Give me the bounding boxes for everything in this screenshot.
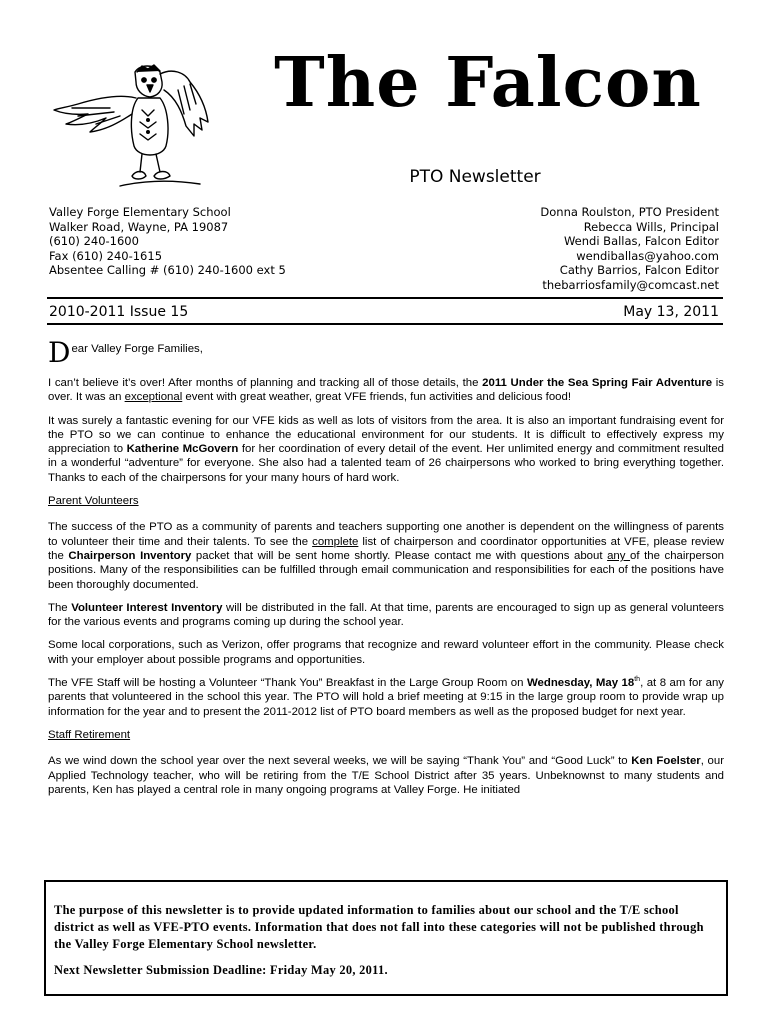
paragraph-retirement: As we wind down the school year over the next several weeks, we will be saying “Thank You” and “Good Luck” to Ken Foelster, our Applied Technology teacher, who will be retiring from the T/E School District after 35 years. Unbeknownst to many students and parents, Ken has played a central role in many ongoing programs at Valley Forge. He initiated — [48, 755, 724, 796]
issue-label: 2010-2011 Issue 15 — [49, 304, 189, 320]
editor-wendi: Wendi Ballas, Falcon Editor — [563, 234, 719, 249]
principal: Rebecca Wills, Principal — [583, 219, 719, 234]
newsletter-notice-box — [44, 880, 728, 996]
notice-purpose: The purpose of this newsletter is to provide updated information to families about our school and the T/E school district as well as VFE-PTO events. Information that does not fall into these categories will not be published through the Valley Forge Elementary School newsletter. — [54, 903, 704, 951]
paragraph-breakfast: The VFE Staff will be hosting a Volunteer “Thank You” Breakfast in the Large Group Room on Wednesday, May 18th, at 8 am for any parents that volunteered in the school this year. The PTO will hold a brief meeting at 9:15 in the large group room to provide wrap up information for the year and to present the 2011-2012 list of PTO board members as well as the proposed budget for next year. — [48, 676, 725, 718]
section-heading-staff-retirement: Staff Retirement — [48, 728, 131, 741]
newsletter-subtitle: PTO Newsletter — [409, 167, 541, 187]
paragraph-interest-inventory: The Volunteer Interest Inventory will be distributed in the fall. At that time, parents are encouraged to sign up as general volunteers for the various events and programs coming up during the school year. — [48, 601, 724, 629]
issue-divider-bottom — [47, 323, 723, 325]
issue-divider-top — [47, 297, 723, 299]
letter-body — [48, 336, 725, 806]
issue-date: May 13, 2011 — [623, 304, 719, 320]
editor-cathy: Cathy Barrios, Falcon Editor — [559, 263, 719, 278]
school-address: Walker Road, Wayne, PA 19087 — [49, 219, 229, 234]
greeting — [48, 336, 724, 369]
paragraph-corporations: Some local corporations, such as Verizon, offer programs that recognize and reward volunteer effort in the community. Please check with your employer about possible programs and opportunities. — [48, 639, 724, 666]
absentee-line: Absentee Calling # (610) 240-1600 ext 5 — [49, 263, 286, 278]
section-heading-parent-volunteers: Parent Volunteers — [48, 495, 139, 508]
editor-wendi-email[interactable]: wendiballas@yahoo.com — [576, 248, 719, 263]
falcon-mascot-icon — [50, 60, 240, 195]
staff-contact-block — [389, 205, 719, 293]
pto-president: Donna Roulston, PTO President — [540, 205, 719, 219]
paragraph-volunteers: The success of the PTO as a community of parents and teachers supporting one another is dependent on the willingness of parents to volunteer their time and their talents. To see the complete list of chairperson and coordinator opportunities at VFE, please review the Chairperson Inventory packet that will be sent home shortly. Please contact me with questions about any of the chairperson positions. Many of the responsibilities can be fulfilled through email communication and responsibilities for each of the positions have been thoroughly documented. — [48, 521, 725, 591]
school-name: Valley Forge Elementary School — [49, 205, 231, 219]
paragraph-thanks: It was surely a fantastic evening for our VFE kids as well as lots of visitors from the area. It is also an important fundraising event for the PTO so we can continue to enhance the educational environment for our students. It is difficult to effectively express my appreciation to Katherine McGovern for her coordination of every detail of the event. Her unlimited energy and commitment resulted in a wonderful “adventure” for everyone. She also had a talented team of 26 chairpersons who worked to bring everything together. Thanks to each of the chairpersons for your many hours of hard work. — [48, 414, 724, 484]
drop-cap: D — [48, 336, 71, 369]
newsletter-title: The Falcon — [274, 43, 702, 123]
submission-deadline: Next Newsletter Submission Deadline: Friday May 20, 2011. — [54, 963, 388, 977]
editor-cathy-email[interactable]: thebarriosfamily@comcast.net — [542, 277, 719, 292]
greeting-text: ear Valley Forge Families, — [71, 343, 203, 355]
school-contact-block — [49, 205, 389, 278]
paragraph-spring-fair: I can’t believe it’s over! After months of planning and tracking all of those details, the 2011 Under the Sea Spring Fair Adventure is over. It was an exceptional event with great weather, great VFE friends, fun activities and delicious food! — [48, 377, 724, 404]
school-fax: Fax (610) 240-1615 — [49, 248, 163, 263]
school-phone: (610) 240-1600 — [49, 234, 139, 249]
